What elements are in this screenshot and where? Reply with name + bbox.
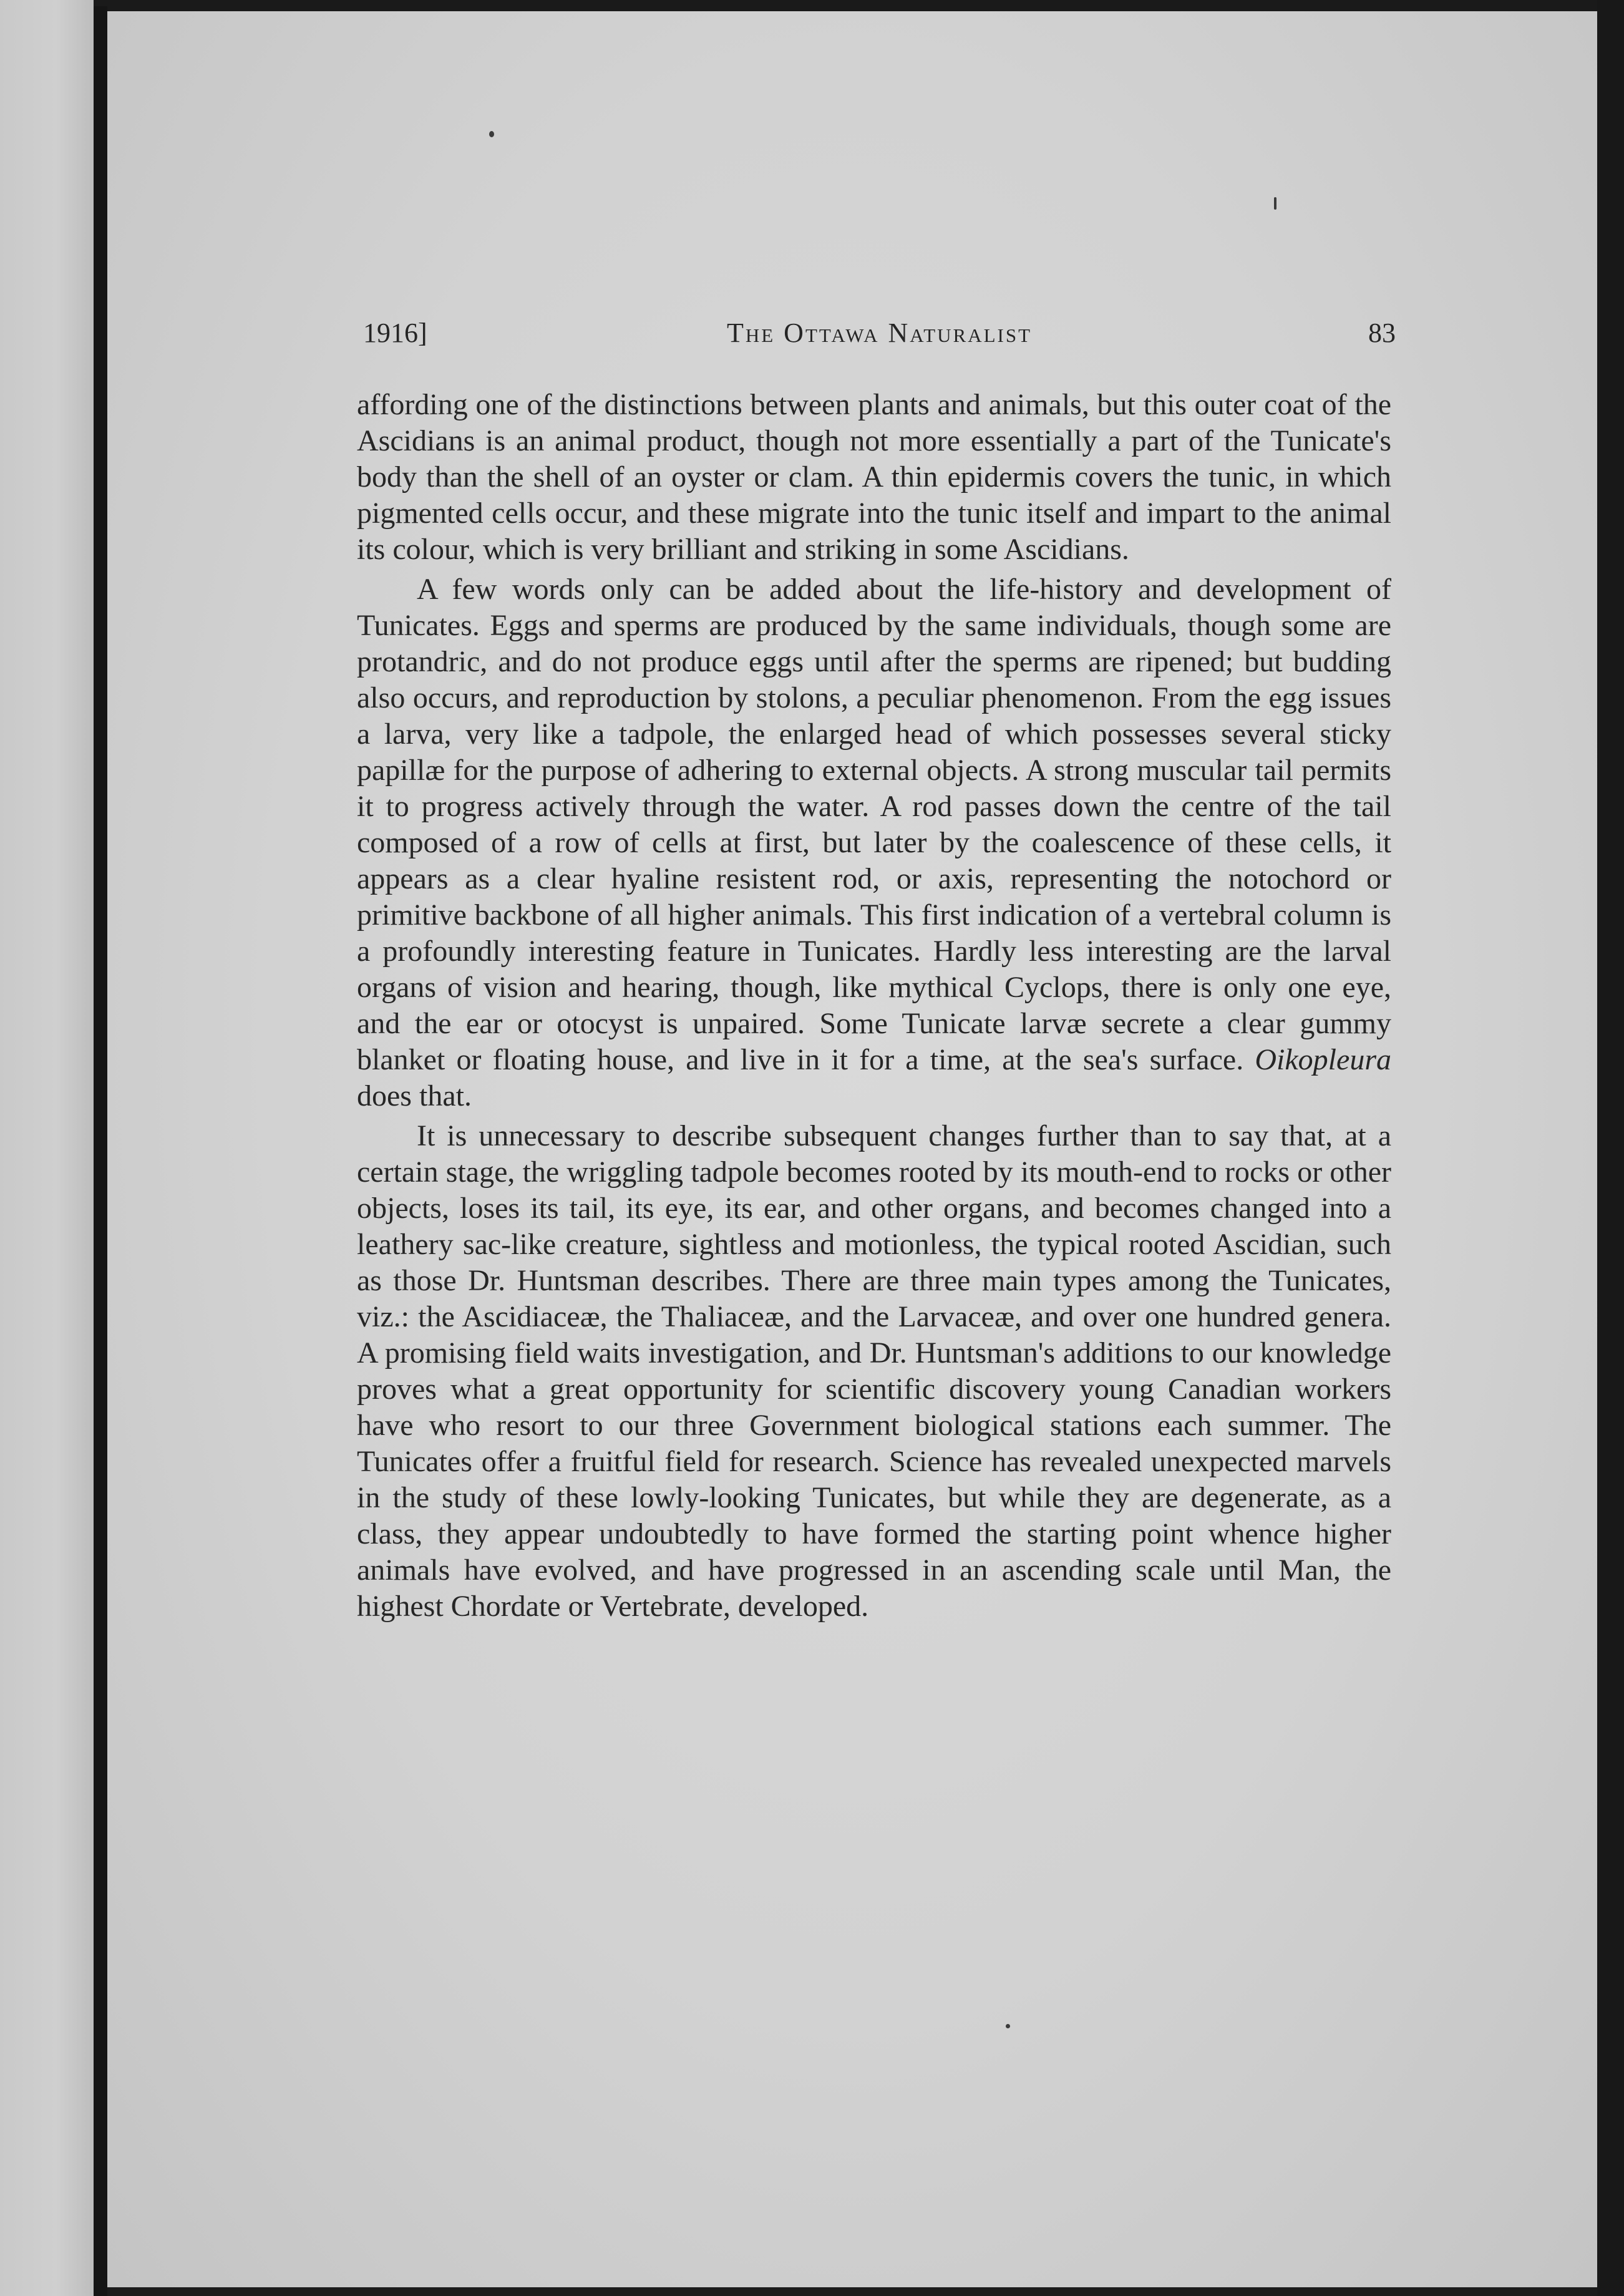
ink-speck (489, 131, 494, 137)
genus-name: Oikopleura (1255, 1043, 1391, 1076)
facing-page-margin (0, 0, 94, 2296)
ink-speck (1274, 197, 1276, 210)
ink-speck (1006, 2024, 1010, 2028)
binding-gutter (94, 6, 107, 2296)
page-number: 83 (1368, 318, 1396, 348)
running-header (363, 317, 1396, 361)
paragraph-2-end: does that. (357, 1079, 472, 1112)
journal-title: The Ottawa Naturalist (726, 318, 1033, 348)
paragraph-1: affording one of the distinctions between plants and animals, but this outer coat of the Ascidians is an animal product, though not more essentially a part of the Tunicate's body than the shell of an oyster or clam. A thin epidermis covers the tunic, in which pigmented cells occur, and these migrate into the tunic itself and impart to the animal its colour, which is very brilliant and striking in some Ascidians. (357, 388, 1391, 566)
paragraph-3: It is unnecessary to describe subsequent changes further than to say that, at a certain stage, the wriggling tadpole becomes rooted by its mouth-end to rocks or other objects, loses its tail, its eye, its ear, and other organs, and becomes changed into a leathery sac-like creature, sightless and motionless, the typical rooted Ascidian, such as those Dr. Huntsman describes. There are three main types among the Tunicates, viz.: the Ascidiaceæ, the Thaliaceæ, and the Larvaceæ, and over one hundred genera. A promising field waits investigation, and Dr. Huntsman's additions to our knowledge proves what a great opportunity for scientific discovery young Canadian workers have who resort to our three Government biological stations each summer. The Tunicates offer a fruitful field for research. Science has revealed unexpected marvels in the study of these lowly-looking Tunicates, but while they are degenerate, as a class, they appear undoubtedly to have formed the starting point whence higher animals have evolved, and have progressed in an ascending scale until Man, the highest Chordate or Vertebrate, developed. (357, 1119, 1391, 1623)
paragraph-2 (357, 572, 1391, 1114)
scan-right-border (1597, 0, 1624, 2296)
header-year: 1916] (363, 318, 427, 348)
paragraph-2-text: A few words only can be added about the life-history and development of Tunicates. Eggs and sperms are produced by the same individuals, though some are protandric, and do not produce eggs until after the sperms are ripened; but budding also occurs, and reproduction by stolons, a peculiar phenomenon. From the egg issues a larva, very like a tadpole, the enlarged head of which possesses several sticky papillæ for the purpose of adhering to external objects. A strong muscular tail permits it to progress actively through the water. A rod passes down the centre of the tail composed of a row of cells at first, but later by the coalescence of these cells, it appears as a clear hyaline resistent rod, or axis, representing the notochord or primitive backbone of all higher animals. This first indication of a vertebral column is a profoundly interesting feature in Tunicates. Hardly less interesting are the larval organs of vision and hearing, though, like mythical Cyclops, there is only one eye, and the ear or otocyst is unpaired. Some Tunicate larvæ secrete a clear gummy blanket or floating house, and live in it for a time, at the sea's surface. (357, 573, 1391, 1076)
article-body (357, 387, 1391, 1625)
